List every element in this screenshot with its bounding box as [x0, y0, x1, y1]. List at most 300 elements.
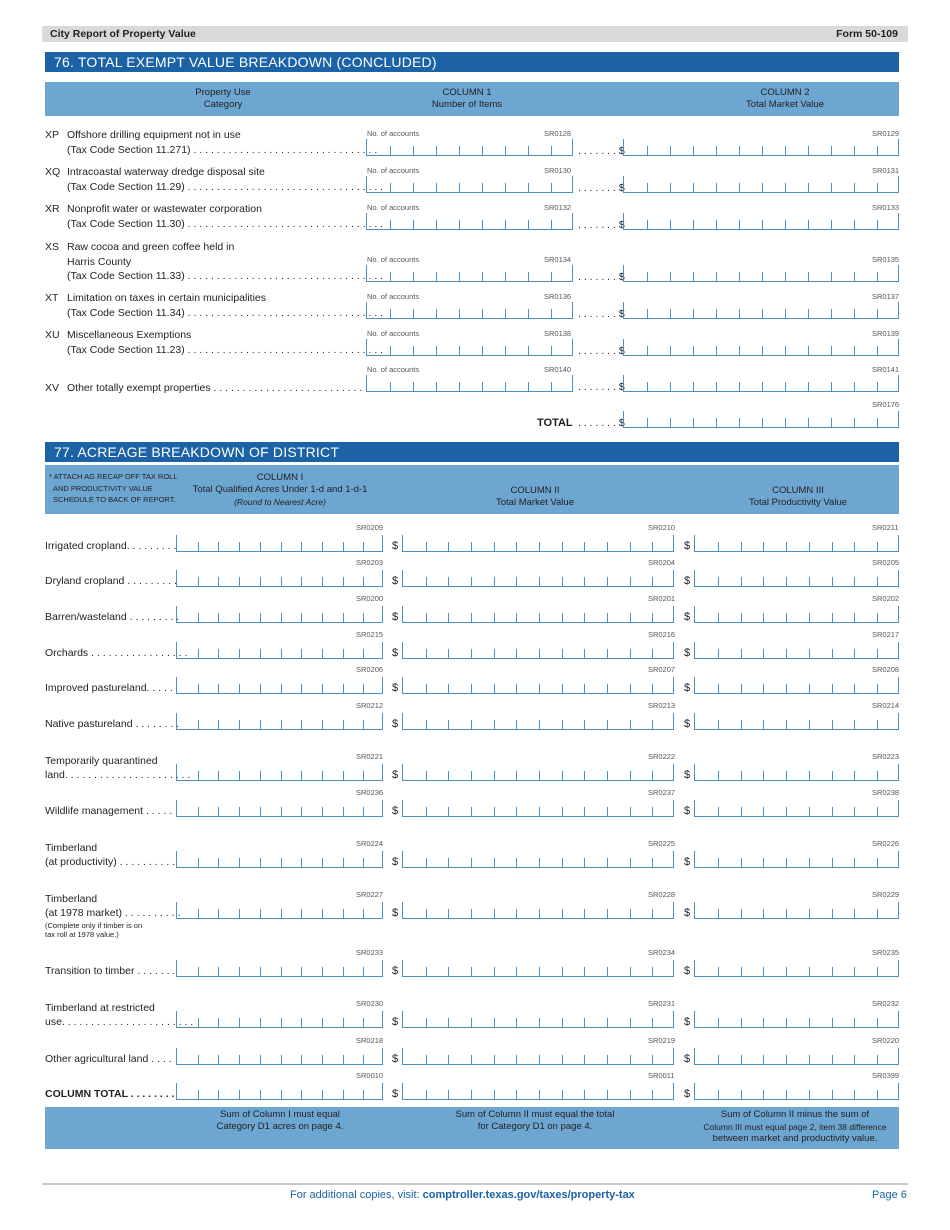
entry-tick	[809, 613, 810, 622]
col-ii-market-value: COLUMN II Total Market Value	[496, 485, 574, 508]
productivity-value-field[interactable]	[694, 960, 899, 977]
total-label: TOTAL	[537, 417, 573, 429]
col-total-market-value: COLUMN 2 Total Market Value	[746, 87, 824, 110]
entry-tick	[647, 146, 648, 155]
entry-tick	[281, 967, 282, 976]
market-value-field[interactable]	[402, 851, 674, 868]
acreage-category-line: Orchards . . . . . . . . . . . . . . . . .	[45, 647, 188, 659]
productivity-value-field[interactable]	[694, 764, 899, 781]
entry-tick	[877, 346, 878, 355]
dollar-sign: $	[392, 907, 399, 919]
entry-tick	[809, 720, 810, 729]
entry-tick	[459, 272, 460, 281]
market-value-field[interactable]	[402, 570, 674, 587]
entry-tick	[854, 649, 855, 658]
dollar-sign: $	[684, 718, 691, 730]
entry-tick	[301, 967, 302, 976]
entry-tick	[301, 1090, 302, 1099]
entry-tick	[854, 684, 855, 693]
entry-tick	[607, 542, 608, 551]
entry-tick	[218, 858, 219, 867]
exempt-category	[67, 128, 377, 157]
number-of-items-field[interactable]	[366, 139, 573, 156]
entry-tick	[647, 418, 648, 427]
entry-tick	[343, 1018, 344, 1027]
number-of-items-field[interactable]	[366, 213, 573, 230]
entry-tick	[877, 418, 878, 427]
entry-tick	[854, 272, 855, 281]
sr-code: SR0223	[872, 752, 900, 761]
footer-divider	[42, 1183, 908, 1185]
entry-tick	[652, 909, 653, 918]
entry-tick	[607, 1055, 608, 1064]
market-value-field[interactable]	[402, 902, 674, 919]
market-value-field[interactable]	[402, 713, 674, 730]
entry-tick	[762, 382, 763, 391]
exempt-category-line: Limitation on taxes in certain municipalities	[67, 292, 267, 304]
entry-tick	[716, 146, 717, 155]
footnote-col-1: Sum of Column I must equal Category D1 acres on page 4.	[216, 1109, 344, 1132]
sr-code: SR0133	[872, 203, 900, 212]
number-of-items-field[interactable]	[366, 339, 573, 356]
entry-tick	[809, 1055, 810, 1064]
entry-tick	[448, 684, 449, 693]
entry-tick	[854, 346, 855, 355]
entry-tick	[786, 684, 787, 693]
productivity-value-field[interactable]	[694, 1083, 899, 1100]
entry-tick	[239, 720, 240, 729]
entry-tick	[832, 720, 833, 729]
entry-tick	[343, 1090, 344, 1099]
entry-tick	[877, 1018, 878, 1027]
entry-tick	[363, 577, 364, 586]
entry-tick	[718, 771, 719, 780]
exempt-category	[67, 202, 383, 231]
entry-tick	[516, 649, 517, 658]
entry-tick	[448, 720, 449, 729]
entry-tick	[652, 807, 653, 816]
dollar-sign: $	[392, 611, 399, 623]
entry-tick	[528, 272, 529, 281]
acres-field[interactable]	[176, 800, 383, 817]
entry-tick	[716, 220, 717, 229]
total-market-value-field[interactable]	[623, 411, 899, 428]
sr-code: SR0128	[544, 129, 572, 138]
entry-tick	[763, 967, 764, 976]
market-value-field[interactable]	[402, 677, 674, 694]
entry-tick	[877, 909, 878, 918]
dollar-sign: $	[392, 540, 399, 552]
entry-tick	[739, 382, 740, 391]
sr-code: SR0011	[648, 1071, 675, 1080]
entry-tick	[630, 542, 631, 551]
entry-tick	[459, 309, 460, 318]
entry-tick	[551, 220, 552, 229]
entry-tick	[516, 542, 517, 551]
productivity-value-field[interactable]	[694, 851, 899, 868]
entry-tick	[786, 771, 787, 780]
number-of-items-field[interactable]	[366, 375, 573, 392]
market-value-field[interactable]	[623, 265, 899, 282]
entry-tick	[607, 613, 608, 622]
entry-tick	[670, 382, 671, 391]
number-of-items-field[interactable]	[366, 265, 573, 282]
sr-code: SR0139	[872, 329, 900, 338]
entry-tick	[607, 858, 608, 867]
entry-tick	[505, 146, 506, 155]
entry-tick	[260, 542, 261, 551]
productivity-value-field[interactable]	[694, 713, 899, 730]
dollar-sign: $	[684, 540, 691, 552]
entry-tick	[831, 272, 832, 281]
entry-tick	[832, 967, 833, 976]
entry-tick	[647, 183, 648, 192]
acreage-category-line: Barren/wasteland . . . . . . . . .	[45, 611, 180, 623]
entry-tick	[516, 613, 517, 622]
entry-tick	[562, 1090, 563, 1099]
productivity-value-field[interactable]	[694, 606, 899, 623]
market-value-field[interactable]	[623, 339, 899, 356]
productivity-value-field[interactable]	[694, 1011, 899, 1028]
dollar-sign: $	[684, 769, 691, 781]
entry-tick	[218, 649, 219, 658]
entry-tick	[562, 649, 563, 658]
entry-tick	[301, 577, 302, 586]
productivity-value-field[interactable]	[694, 800, 899, 817]
market-value-field[interactable]	[402, 642, 674, 659]
entry-tick	[763, 858, 764, 867]
market-value-field[interactable]	[623, 213, 899, 230]
entry-tick	[809, 649, 810, 658]
entry-tick	[343, 613, 344, 622]
entry-tick	[762, 346, 763, 355]
entry-tick	[426, 967, 427, 976]
exempt-category-line: Nonprofit water or wastewater corporation	[67, 203, 262, 215]
entry-tick	[809, 909, 810, 918]
entry-tick	[786, 613, 787, 622]
col-number-items: COLUMN 1 Number of Items	[431, 87, 503, 110]
entry-tick	[831, 382, 832, 391]
entry-tick	[459, 183, 460, 192]
sr-code: SR0215	[356, 630, 384, 639]
entry-tick	[741, 1090, 742, 1099]
entry-tick	[343, 967, 344, 976]
sr-code: SR0221	[356, 752, 384, 761]
entry-tick	[260, 1018, 261, 1027]
entry-tick	[630, 649, 631, 658]
col-qualified-acres: COLUMN I Total Qualified Acres Under 1-d and 1-d-1 (Round to Nearest Acre)	[192, 472, 368, 507]
entry-tick	[494, 1090, 495, 1099]
acreage-category-line: use. . . . . . . . . . . . . . . . . . . . . . .	[45, 1016, 194, 1028]
accounts-label: No. of accounts	[367, 166, 420, 175]
timber-note-line: (Complete only if timber is on	[45, 921, 143, 930]
sr-code: SR0220	[872, 1036, 900, 1045]
market-value-field[interactable]	[402, 1083, 674, 1100]
entry-tick	[448, 1055, 449, 1064]
acreage-category-line: COLUMN TOTAL . . . . . . . .	[45, 1088, 175, 1100]
entry-tick	[239, 858, 240, 867]
entry-tick	[584, 771, 585, 780]
entry-tick	[516, 1055, 517, 1064]
entry-tick	[562, 720, 563, 729]
report-title: City Report of Property Value	[50, 28, 196, 40]
acres-field[interactable]	[176, 713, 383, 730]
market-value-field[interactable]	[623, 139, 899, 156]
entry-tick	[785, 418, 786, 427]
entry-tick	[494, 684, 495, 693]
acres-field[interactable]	[176, 677, 383, 694]
sr-code: SR0136	[544, 292, 572, 301]
dollar-sign: $	[684, 1016, 691, 1028]
entry-tick	[831, 346, 832, 355]
dollar-sign: $	[684, 856, 691, 868]
entry-tick	[808, 220, 809, 229]
number-of-items-field[interactable]	[366, 176, 573, 193]
acres-field[interactable]	[176, 570, 383, 587]
entry-tick	[471, 577, 472, 586]
entry-tick	[471, 858, 472, 867]
entry-tick	[739, 146, 740, 155]
sr-code: SR0141	[872, 365, 900, 374]
entry-tick	[763, 577, 764, 586]
entry-tick	[505, 346, 506, 355]
market-value-field[interactable]	[402, 1011, 674, 1028]
entry-tick	[198, 684, 199, 693]
entry-tick	[763, 542, 764, 551]
entry-tick	[239, 771, 240, 780]
productivity-value-field[interactable]	[694, 642, 899, 659]
entry-tick	[260, 577, 261, 586]
sr-code: SR0130	[544, 166, 572, 175]
entry-tick	[494, 1018, 495, 1027]
acreage-category	[45, 539, 176, 554]
entry-tick	[218, 1090, 219, 1099]
entry-tick	[260, 807, 261, 816]
entry-tick	[505, 382, 506, 391]
productivity-value-field[interactable]	[694, 570, 899, 587]
entry-tick	[647, 346, 648, 355]
entry-tick	[539, 1055, 540, 1064]
entry-tick	[607, 1090, 608, 1099]
entry-tick	[363, 1055, 364, 1064]
footer-url-link[interactable]: comptroller.texas.gov/taxes/property-tax	[422, 1189, 635, 1201]
dollar-leader: . . . . . . . $	[578, 381, 625, 393]
entry-tick	[551, 146, 552, 155]
entry-tick	[854, 542, 855, 551]
acreage-category-line: Transition to timber . . . . . . .	[45, 965, 176, 977]
accounts-label: No. of accounts	[367, 255, 420, 264]
entry-tick	[630, 684, 631, 693]
entry-tick	[539, 967, 540, 976]
exempt-category-line: (Tax Code Section 11.271) . . . . . . . . . . . . . . . . . . . . . . . . . . . . . . . .	[67, 143, 378, 156]
entry-tick	[786, 909, 787, 918]
entry-tick	[539, 1018, 540, 1027]
acreage-category	[45, 1052, 172, 1067]
sr-code: SR0132	[544, 203, 572, 212]
exempt-category	[67, 240, 383, 284]
entry-tick	[584, 613, 585, 622]
entry-tick	[786, 858, 787, 867]
entry-tick	[322, 1090, 323, 1099]
entry-tick	[390, 272, 391, 281]
entry-tick	[539, 542, 540, 551]
dollar-leader: . . . . . . . $	[578, 145, 625, 157]
acreage-category	[45, 841, 175, 870]
entry-tick	[281, 542, 282, 551]
acreage-category-line: Other agricultural land . . . .	[45, 1053, 172, 1065]
market-value-field[interactable]	[623, 375, 899, 392]
entry-tick	[516, 807, 517, 816]
entry-tick	[854, 720, 855, 729]
acreage-category-line: Dryland cropland . . . . . . . . .	[45, 575, 177, 587]
entry-tick	[281, 1018, 282, 1027]
dollar-leader: . . . . . . . $	[578, 308, 625, 320]
entry-tick	[471, 720, 472, 729]
acreage-category	[45, 964, 175, 979]
entry-tick	[716, 183, 717, 192]
entry-tick	[281, 720, 282, 729]
entry-tick	[832, 1055, 833, 1064]
entry-tick	[718, 649, 719, 658]
acres-field[interactable]	[176, 642, 383, 659]
entry-tick	[809, 1018, 810, 1027]
entry-tick	[218, 771, 219, 780]
entry-tick	[426, 1090, 427, 1099]
entry-tick	[363, 720, 364, 729]
entry-tick	[647, 220, 648, 229]
acreage-category	[45, 754, 190, 783]
entry-tick	[528, 309, 529, 318]
dollar-sign: $	[392, 1088, 399, 1100]
entry-tick	[494, 577, 495, 586]
entry-tick	[831, 309, 832, 318]
sr-code: SR0226	[872, 839, 900, 848]
market-value-field[interactable]	[623, 176, 899, 193]
entry-tick	[607, 771, 608, 780]
sr-code: SR0010	[356, 1071, 384, 1080]
acres-field[interactable]	[176, 1048, 383, 1065]
market-value-field[interactable]	[623, 302, 899, 319]
entry-tick	[670, 346, 671, 355]
entry-tick	[693, 418, 694, 427]
entry-tick	[281, 577, 282, 586]
entry-tick	[551, 382, 552, 391]
acreage-category	[45, 892, 180, 921]
entry-tick	[482, 220, 483, 229]
sr-code: SR0203	[356, 558, 384, 567]
productivity-value-field[interactable]	[694, 1048, 899, 1065]
acres-field[interactable]	[176, 1011, 383, 1028]
entry-tick	[584, 807, 585, 816]
acreage-category-line: Improved pastureland. . . . .	[45, 682, 173, 694]
acres-field[interactable]	[176, 606, 383, 623]
entry-tick	[741, 1018, 742, 1027]
entry-tick	[763, 720, 764, 729]
timber-note-line: tax roll at 1978 value.)	[45, 930, 119, 939]
acres-field[interactable]	[176, 1083, 383, 1100]
entry-tick	[539, 909, 540, 918]
entry-tick	[528, 382, 529, 391]
entry-tick	[471, 684, 472, 693]
entry-tick	[426, 720, 427, 729]
market-value-field[interactable]	[402, 764, 674, 781]
productivity-value-field[interactable]	[694, 677, 899, 694]
entry-tick	[877, 684, 878, 693]
market-value-field[interactable]	[402, 800, 674, 817]
exempt-category	[67, 328, 383, 357]
acres-field[interactable]	[176, 902, 383, 919]
entry-tick	[516, 1018, 517, 1027]
entry-tick	[260, 771, 261, 780]
entry-tick	[198, 613, 199, 622]
column-footnotes	[45, 1107, 899, 1149]
form-header-bar	[42, 26, 908, 42]
market-value-field[interactable]	[402, 606, 674, 623]
entry-tick	[281, 1055, 282, 1064]
entry-tick	[301, 684, 302, 693]
market-value-field[interactable]	[402, 960, 674, 977]
exempt-code: XP	[45, 129, 60, 141]
entry-tick	[343, 720, 344, 729]
sr-code: SR0222	[648, 752, 676, 761]
market-value-field[interactable]	[402, 1048, 674, 1065]
sr-code: SR0201	[648, 594, 676, 603]
sr-code: SR0212	[356, 701, 384, 710]
acres-field[interactable]	[176, 851, 383, 868]
entry-tick	[198, 542, 199, 551]
entry-tick	[786, 967, 787, 976]
entry-tick	[716, 309, 717, 318]
entry-tick	[763, 1090, 764, 1099]
market-value-field[interactable]	[402, 535, 674, 552]
dollar-sign: $	[392, 682, 399, 694]
acreage-category-line: Timberland	[45, 841, 98, 854]
acreage-category	[45, 610, 179, 625]
entry-tick	[239, 577, 240, 586]
entry-tick	[505, 183, 506, 192]
acreage-category	[45, 646, 187, 661]
entry-tick	[854, 220, 855, 229]
entry-tick	[630, 720, 631, 729]
acres-field[interactable]	[176, 535, 383, 552]
entry-tick	[436, 183, 437, 192]
entry-tick	[786, 649, 787, 658]
entry-tick	[785, 346, 786, 355]
entry-tick	[528, 220, 529, 229]
acres-field[interactable]	[176, 764, 383, 781]
exempt-category-line: (Tax Code Section 11.34) . . . . . . . . . . . . . . . . . . . . . . . . . . . . . . . . . .	[67, 306, 384, 319]
entry-tick	[832, 1090, 833, 1099]
entry-tick	[809, 858, 810, 867]
entry-tick	[808, 309, 809, 318]
entry-tick	[448, 807, 449, 816]
productivity-value-field[interactable]	[694, 902, 899, 919]
entry-tick	[426, 577, 427, 586]
productivity-value-field[interactable]	[694, 535, 899, 552]
entry-tick	[652, 1090, 653, 1099]
acres-field[interactable]	[176, 960, 383, 977]
entry-tick	[413, 220, 414, 229]
entry-tick	[426, 684, 427, 693]
entry-tick	[741, 720, 742, 729]
dollar-sign: $	[392, 647, 399, 659]
entry-tick	[652, 771, 653, 780]
entry-tick	[877, 146, 878, 155]
entry-tick	[516, 771, 517, 780]
entry-tick	[877, 183, 878, 192]
number-of-items-field[interactable]	[366, 302, 573, 319]
entry-tick	[670, 183, 671, 192]
